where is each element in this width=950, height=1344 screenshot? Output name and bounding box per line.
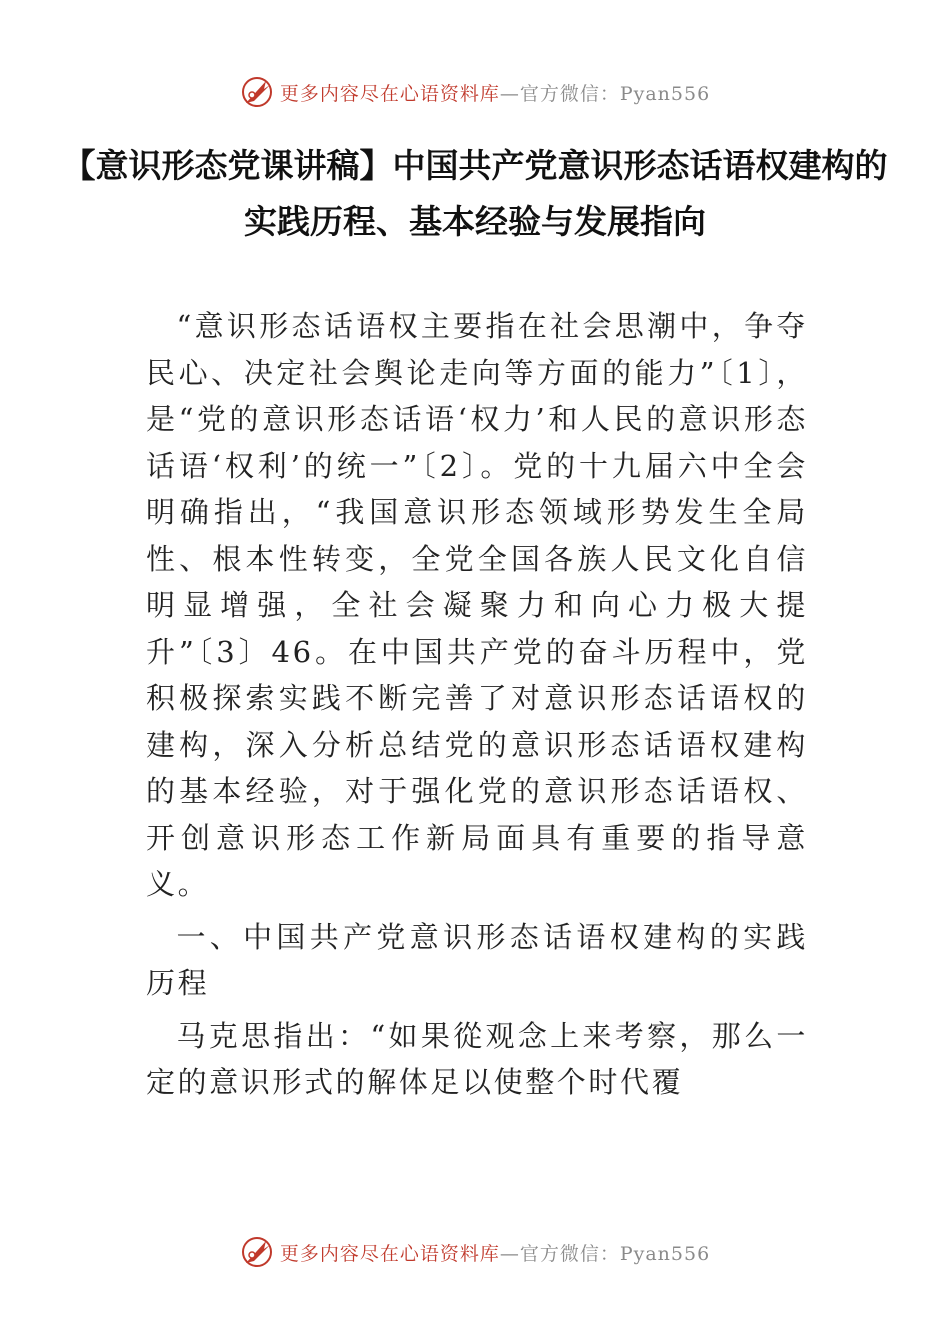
page-header — [0, 72, 950, 112]
footer-separator: — — [499, 1242, 520, 1265]
header-brand: 更多内容尽在心语资料库 — [279, 82, 500, 105]
header-contact: 官方微信：Pyan556 — [519, 82, 711, 105]
footer-text — [280, 1239, 710, 1266]
header-text — [280, 79, 710, 106]
paragraph-marx: 马克思指出：“如果從观念上来考察，那么一定的意识形式的解体足以使整个时代覆 — [146, 1018, 808, 1099]
paragraph-intro: “意识形态话语权主要指在社会思潮中，争夺民心、决定社会舆论走向等方面的能力”〔1〕，是“党的意识形态话语‘权力’和人民的意识形态话语‘权利’的统一”〔2〕。党的十九届六中全会明确指出，“我国意识形态领域形势发生全局性、根本性转变，全党全国各族人民文化自信明显增强，全社会凝聚力和向心力极大提升”〔3〕46。在中国共产党的奋斗历程中，党积极探索实践不断完善了对意识形态话语权的建构，深入分析总结党的意识形态话语权建构的基本经验，对于强化党的意识形态话语权、开创意识形态工作新局面具有重要的指导意义。 — [146, 309, 808, 901]
document-title: 【意识形态党课讲稿】中国共产党意识形态话语权建构的实践历程、基本经验与发展指向 — [62, 146, 888, 241]
quill-pen-logo-icon — [240, 75, 274, 109]
section-heading: 一、中国共产党意识形态话语权建构的实践历程 — [146, 919, 808, 1000]
document-body — [146, 303, 808, 1106]
footer-brand: 更多内容尽在心语资料库 — [279, 1242, 500, 1265]
footer-contact: 官方微信：Pyan556 — [519, 1242, 711, 1265]
page-footer — [0, 1232, 950, 1272]
header-separator: — — [499, 82, 520, 105]
quill-pen-logo-icon — [240, 1235, 274, 1269]
